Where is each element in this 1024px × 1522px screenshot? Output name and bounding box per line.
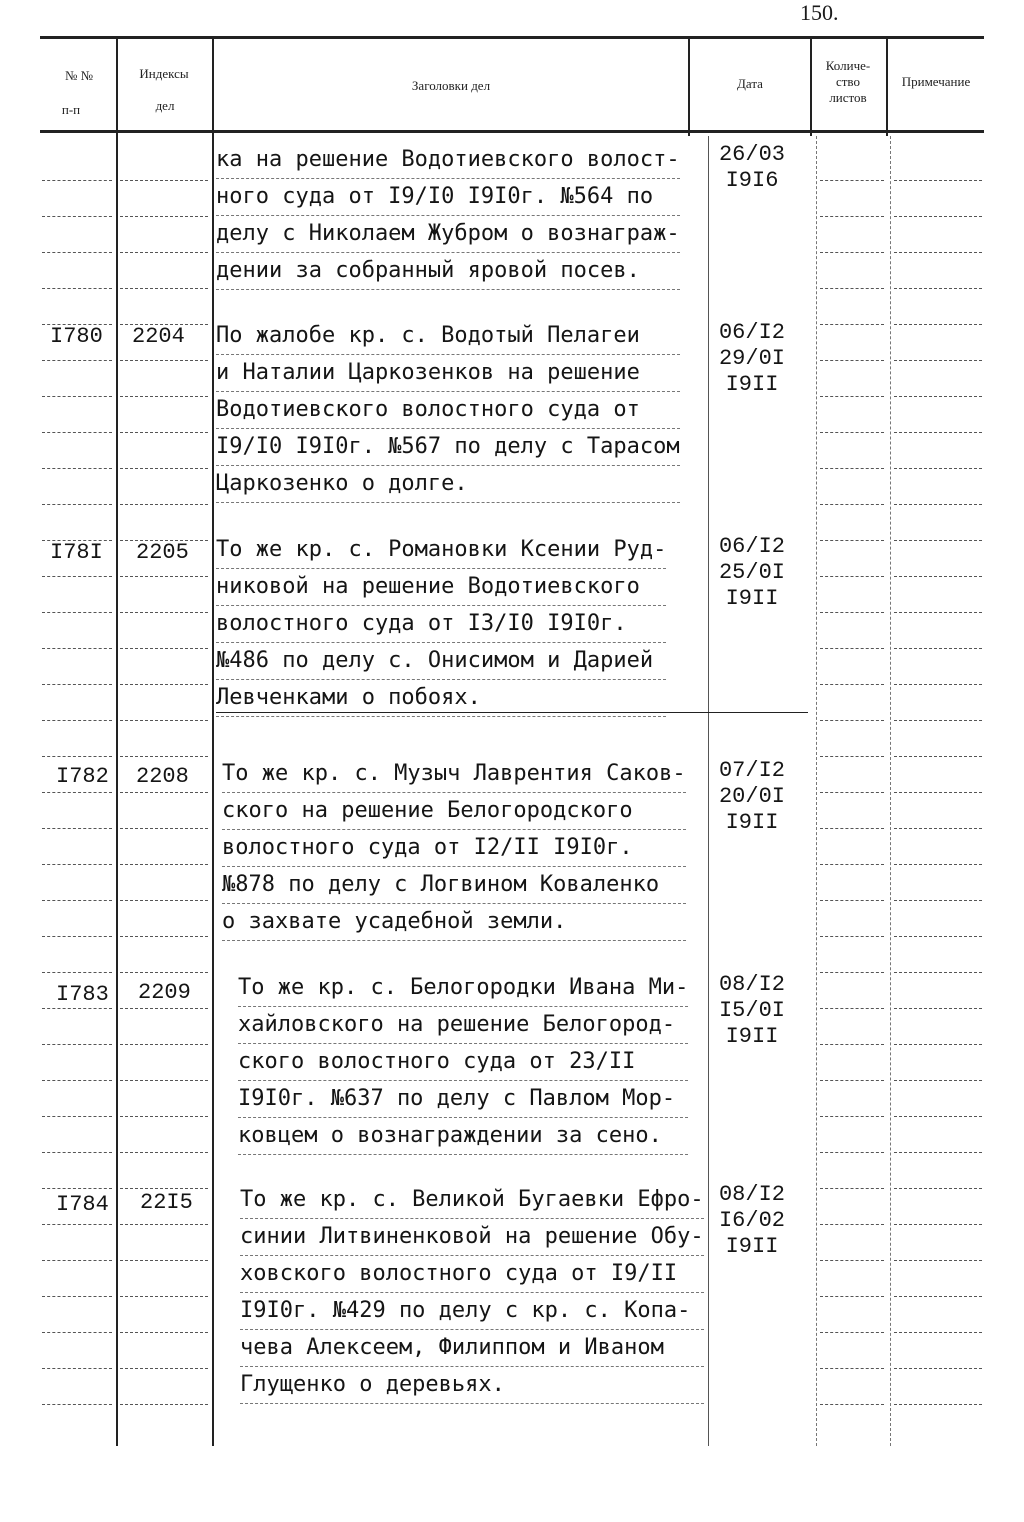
entry-line: волостного суда от I3/I0 I9I0г. (216, 606, 666, 643)
ruled-line (120, 792, 208, 793)
entry-line: и Наталии Царкозенков на решение (216, 355, 680, 392)
ruled-line (42, 1296, 112, 1297)
ruled-line (42, 792, 112, 793)
ruled-line (42, 504, 112, 505)
ruled-line (820, 432, 884, 433)
ruled-line (820, 972, 884, 973)
ruled-line (894, 900, 982, 901)
ruled-line (820, 396, 884, 397)
ruled-line (42, 828, 112, 829)
ruled-line (120, 936, 208, 937)
ruled-line (894, 936, 982, 937)
entry-line: То же кр. с. Великой Бугаевки Ефро- (240, 1182, 704, 1219)
ruled-line (120, 1188, 208, 1189)
ruled-line (120, 1332, 208, 1333)
ruled-line (120, 612, 208, 613)
ruled-line (820, 1044, 884, 1045)
ruled-line (120, 1044, 208, 1045)
entry-line: чева Алексеем, Филиппом и Иваном (240, 1330, 704, 1367)
ruled-line (894, 1152, 982, 1153)
ruled-line (894, 504, 982, 505)
ruled-line (894, 252, 982, 253)
ruled-line (820, 720, 884, 721)
ruled-line (120, 648, 208, 649)
entry-index: 2204 (132, 324, 185, 349)
ruled-line (42, 972, 112, 973)
ruled-line (820, 1008, 884, 1009)
ruled-line (894, 756, 982, 757)
ruled-line (894, 180, 982, 181)
entry-line: волостного суда от I2/II I9I0г. (222, 830, 686, 867)
ruled-line (120, 360, 208, 361)
ruled-line (820, 1116, 884, 1117)
ruled-line (894, 792, 982, 793)
entry-line: №878 по делу с Логвином Коваленко (222, 867, 686, 904)
ruled-line (820, 864, 884, 865)
ruled-line (42, 720, 112, 721)
ruled-line (120, 324, 208, 325)
entry-line: Водотиевского волостного суда от (216, 392, 680, 429)
ruled-line (820, 1152, 884, 1153)
ruled-line (820, 1404, 884, 1405)
entry-line: №486 по делу с. Онисимом и Дарией (216, 643, 666, 680)
ruled-line (120, 1368, 208, 1369)
ruled-line (120, 828, 208, 829)
header-no-sub: п-п (61, 102, 81, 117)
entry-line: Левченками о побоях. (216, 680, 666, 717)
entry-line: о захвате усадебной земли. (222, 904, 686, 941)
entry-title (238, 970, 688, 1155)
ruled-line (120, 1296, 208, 1297)
ruled-line (820, 540, 884, 541)
header-index-sub: дел (155, 98, 175, 113)
ruled-line (42, 1080, 112, 1081)
entry-title (240, 1182, 704, 1404)
ruled-line (894, 864, 982, 865)
ruled-line (120, 396, 208, 397)
ruled-line (120, 216, 208, 217)
entry-index: 2209 (138, 980, 191, 1005)
entry-title (216, 532, 666, 717)
ruled-line (820, 684, 884, 685)
header-sheets: Количе- ство листов (825, 58, 871, 105)
ruled-line (120, 972, 208, 973)
entry-line: ка на решение Водотиевского волост- (216, 142, 680, 179)
entry-line: хайловского на решение Белогород- (238, 1007, 688, 1044)
ruled-line (120, 1080, 208, 1081)
entry-line: ского на решение Белогородского (222, 793, 686, 830)
entry-no: I780 (50, 324, 103, 349)
entry-no: I783 (56, 982, 109, 1007)
ruled-line (120, 864, 208, 865)
ruled-line (42, 252, 112, 253)
ruled-line (820, 576, 884, 577)
ruled-line (894, 720, 982, 721)
ruled-line (42, 1116, 112, 1117)
ruled-line (42, 612, 112, 613)
col-sep-3 (688, 36, 690, 136)
ruled-line (120, 468, 208, 469)
ruled-line (120, 1404, 208, 1405)
entry-no: I782 (56, 764, 109, 789)
ruled-line (894, 324, 982, 325)
ruled-line (894, 468, 982, 469)
ruled-line (894, 1368, 982, 1369)
ruled-line (42, 288, 112, 289)
entry-line: То же кр. с. Романовки Ксении Руд- (216, 532, 666, 569)
entry-date: 06/I2 25/0I I9II (718, 534, 785, 611)
entry-line: I9/I0 I9I0г. №567 по делу с Тарасом (216, 429, 680, 466)
entry-line: делу с Николаем Жубром о вознаграж- (216, 216, 680, 253)
ruled-line (42, 1008, 112, 1009)
ruled-line (820, 180, 884, 181)
entry-line: ского волостного суда от 23/II (238, 1044, 688, 1081)
ruled-line (42, 1332, 112, 1333)
entry-line: ховского волостного суда от I9/II (240, 1256, 704, 1293)
ruled-line (120, 180, 208, 181)
ruled-line (820, 756, 884, 757)
ruled-line (894, 612, 982, 613)
entry-index: 22I5 (140, 1190, 193, 1215)
ruled-line (894, 396, 982, 397)
ruled-line (894, 1116, 982, 1117)
ruled-line (120, 1116, 208, 1117)
col-sep-2 (212, 36, 214, 1446)
ruled-line (42, 432, 112, 433)
entry-separator (216, 712, 808, 713)
ruled-line (820, 504, 884, 505)
entry-no: I784 (56, 1192, 109, 1217)
col-sep-4b (816, 136, 817, 1446)
entry-date: 07/I2 20/0I I9II (718, 758, 785, 835)
ruled-line (894, 1080, 982, 1081)
entry-line: I9I0г. №637 по делу с Павлом Мор- (238, 1081, 688, 1118)
entry-title (216, 318, 680, 503)
ruled-line (820, 900, 884, 901)
ruled-line (820, 324, 884, 325)
ruled-line (820, 648, 884, 649)
ruled-line (120, 1152, 208, 1153)
ruled-line (894, 540, 982, 541)
col-sep-5b (890, 136, 891, 1446)
header-top-rule (40, 36, 984, 39)
ruled-line (820, 936, 884, 937)
ruled-line (42, 468, 112, 469)
ruled-line (820, 252, 884, 253)
ruled-line (820, 1224, 884, 1225)
header-no: № № (64, 68, 94, 83)
header-index: Индексы (139, 66, 189, 81)
entry-no: I78I (50, 540, 103, 565)
header-note: Примечание (901, 74, 971, 89)
entry-index: 2208 (136, 764, 189, 789)
ruled-line (120, 540, 208, 541)
ruled-line (42, 936, 112, 937)
ruled-line (894, 1224, 982, 1225)
ruled-line (894, 1332, 982, 1333)
entry-line: Глущенко о деревьях. (240, 1367, 704, 1404)
ruled-line (42, 180, 112, 181)
ruled-line (42, 1224, 112, 1225)
entry-line: дении за собранный яровой посев. (216, 253, 680, 290)
header-date: Дата (737, 76, 763, 91)
ruled-line (894, 432, 982, 433)
ruled-line (820, 1332, 884, 1333)
ruled-line (42, 1152, 112, 1153)
ruled-line (120, 684, 208, 685)
ruled-line (42, 360, 112, 361)
entry-line: I9I0г. №429 по делу с кр. с. Копа- (240, 1293, 704, 1330)
ruled-line (120, 720, 208, 721)
ruled-line (120, 504, 208, 505)
entry-line: никовой на решение Водотиевского (216, 569, 666, 606)
ruled-line (894, 1404, 982, 1405)
ruled-line (820, 1296, 884, 1297)
ruled-line (42, 648, 112, 649)
ruled-line (42, 756, 112, 757)
ruled-line (120, 576, 208, 577)
ruled-line (820, 1260, 884, 1261)
entry-line: То же кр. с. Белогородки Ивана Ми- (238, 970, 688, 1007)
ruled-line (42, 576, 112, 577)
ruled-line (894, 1260, 982, 1261)
ruled-line (820, 468, 884, 469)
entry-title (222, 756, 686, 941)
entry-index: 2205 (136, 540, 189, 565)
entry-date: 26/03 I9I6 (718, 142, 785, 193)
ruled-line (820, 1368, 884, 1369)
ruled-line (894, 684, 982, 685)
ruled-line (120, 1224, 208, 1225)
ruled-line (820, 828, 884, 829)
ruled-line (42, 324, 112, 325)
ruled-line (894, 648, 982, 649)
ruled-line (42, 540, 112, 541)
ruled-line (820, 612, 884, 613)
ruled-line (120, 252, 208, 253)
header-title: Заголовки дел (411, 78, 491, 93)
ruled-line (42, 396, 112, 397)
ruled-line (120, 900, 208, 901)
entry-date: 06/I2 29/0I I9II (718, 320, 785, 397)
ruled-line (894, 576, 982, 577)
ruled-line (894, 972, 982, 973)
ruled-line (894, 1044, 982, 1045)
ruled-line (42, 1368, 112, 1369)
ruled-line (120, 432, 208, 433)
col-sep-1 (116, 36, 118, 1446)
entry-title (216, 142, 680, 290)
ruled-line (42, 1260, 112, 1261)
ruled-line (42, 900, 112, 901)
page-number: 150. (800, 0, 839, 25)
ruled-line (894, 1188, 982, 1189)
entry-line: ного суда от I9/I0 I9I0г. №564 по (216, 179, 680, 216)
ruled-line (120, 1008, 208, 1009)
ruled-line (42, 864, 112, 865)
ruled-line (42, 1404, 112, 1405)
entry-line: ковцем о вознаграждении за сено. (238, 1118, 688, 1155)
ruled-line (820, 792, 884, 793)
ruled-line (120, 1260, 208, 1261)
ruled-line (120, 288, 208, 289)
ruled-line (42, 1188, 112, 1189)
ruled-line (820, 360, 884, 361)
ruled-line (894, 360, 982, 361)
ruled-line (42, 684, 112, 685)
entry-date: 08/I2 I5/0I I9II (718, 972, 785, 1049)
ruled-line (894, 288, 982, 289)
entry-line: То же кр. с. Музыч Лаврентия Саков- (222, 756, 686, 793)
ruled-line (820, 288, 884, 289)
entry-line: По жалобе кр. с. Водотый Пелагеи (216, 318, 680, 355)
ruled-line (820, 1080, 884, 1081)
ruled-line (820, 216, 884, 217)
ruled-line (894, 828, 982, 829)
ruled-line (820, 1188, 884, 1189)
header-bottom-rule (40, 130, 984, 133)
entry-line: Царкозенко о долге. (216, 466, 680, 503)
ruled-line (42, 1044, 112, 1045)
ruled-line (894, 216, 982, 217)
ruled-line (120, 756, 208, 757)
entry-date: 08/I2 I6/02 I9II (718, 1182, 785, 1259)
entry-line: синии Литвиненковой на решение Обу- (240, 1219, 704, 1256)
ruled-line (894, 1008, 982, 1009)
ruled-line (894, 1296, 982, 1297)
ruled-line (42, 216, 112, 217)
